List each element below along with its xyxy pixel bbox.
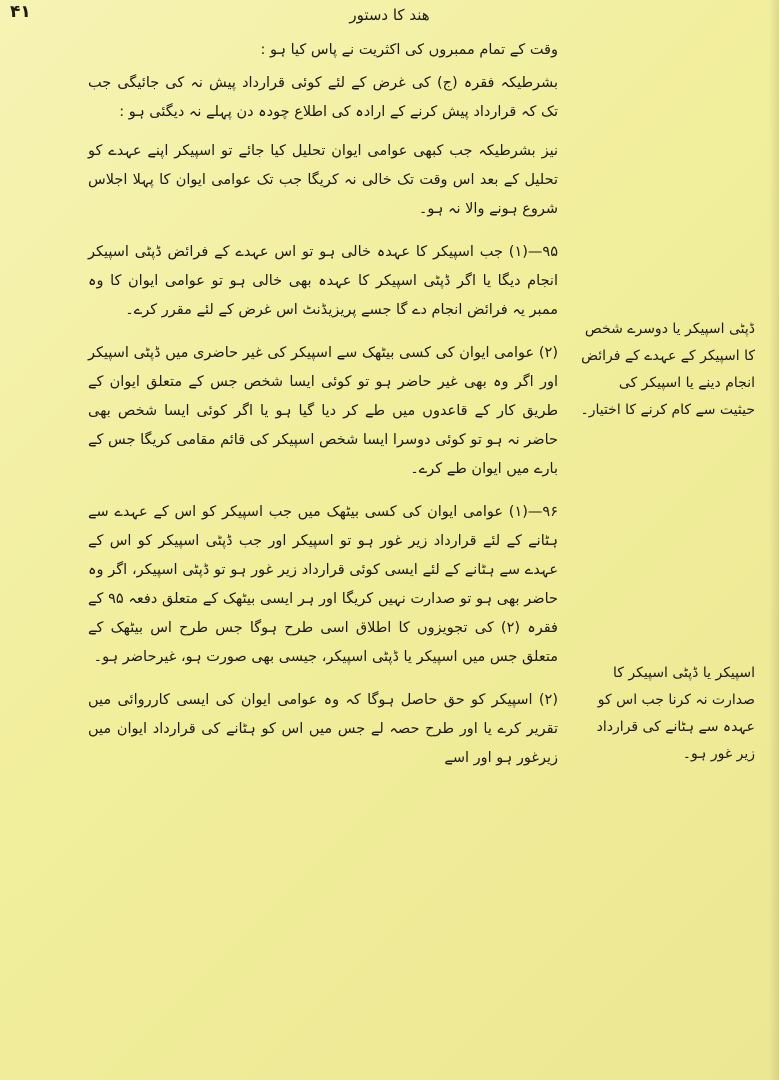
running-header-title: ھند کا دستور [349,6,430,24]
main-text-column [88,36,558,783]
paragraph-section-96-2: (۲) اسپیکر کو حق حاصل ہوگا کہ وہ عوامی ایوان کی ایسی کارروائی میں تقریر کرے یا اور طرح حصہ لے جس میں اس کو ہٹانے کی قرارداد ایوان میں زیرغور ہو اور اسے [88,692,558,766]
paragraph-intro-ending: وقت کے تمام ممبروں کی اکثریت نے پاس کیا ہو : [260,42,558,58]
paragraph-section-96-1: ۹۶—(۱) عوامی ایوان کی کسی بیٹھک میں جب اسپیکر کو اس کے عہدے سے ہٹانے کے لئے قرارداد زیر غور ہو تو اسپیکر اور جب ڈپٹی اسپیکر کو اس کے عہدے سے ہٹانے کے لئے ایسی کوئی قرارداد زیر غور ہو تو ڈپٹی اسپیکر، اگر وہ حاضر بھی ہو تو صدارت نہیں کریگا اور ہر ایسی بیٹھک کے متعلق دفعہ ۹۵ کے فقرہ (۲) کی تجویزوں کا اطلاق اسی طرح ہوگا جس طرح اس بیٹھک کے متعلق جس میں اسپیکر یا ڈپٹی اسپیکر، جیسی بھی صورت ہو، غیرحاضر ہو۔ [88,504,559,665]
page-number: ۴۱ [10,2,31,22]
margin-note-section-95: ڈپٹی اسپیکر یا دوسرے شخص کا اسپیکر کے عہدے کے فرائض انجام دینے یا اسپیکر کی حیثیت سے کام کرنے کا اختیار۔ [580,321,755,418]
paragraph-proviso-2: نیز بشرطیکہ جب کبھی عوامی ایوان تحلیل کیا جائے تو اسپیکر اپنے عہدے کو تحلیل کے بعد اس وقت تک خالی نہ کریگا جب تک عوامی ایوان کا پہلا اجلاس شروع ہونے والا نہ ہو۔ [88,143,558,217]
margin-note-section-96: اسپیکر یا ڈپٹی اسپیکر کا صدارت نہ کرنا جب اس کو عہدہ سے ہٹانے کی قرارداد زیر غور ہو۔ [596,665,755,762]
page-edge-shadow [769,0,779,1080]
paragraph-section-95-1: ۹۵—(۱) جب اسپیکر کا عہدہ خالی ہو تو اس عہدے کے فرائض ڈپٹی اسپیکر انجام دیگا یا اگر ڈپٹی اسپیکر کا عہدہ بھی خالی ہو تو عوامی ایوان کا وہ ممبر یہ فرائض انجام دے گا جسے پریزیڈنٹ اس غرض کے لئے مقرر کرے۔ [88,244,558,318]
paragraph-proviso-1: بشرطیکہ فقرہ (ج) کی غرض کے لئے کوئی قرارداد پیش نہ کی جائیگی جب تک کہ قرارداد پیش کرنے کے ارادہ کی اطلاع چودہ دن پہلے نہ دیگئی ہو : [88,75,558,120]
paragraph-section-95-2: (۲) عوامی ایوان کی کسی بیٹھک سے اسپیکر کی غیر حاضری میں ڈپٹی اسپیکر اور اگر وہ بھی غیر حاضر ہو تو کوئی ایسا شخص جس کے متعلق ایوان کے طریق کار کے قاعدوں میں طے کر دیا گیا ہو یا اگر کوئی ایسا شخص بھی حاضر نہ ہو تو کوئی دوسرا ایسا شخص اسپیکر کی قائم مقامی کریگا جس کے بارے میں ایوان طے کرے۔ [88,345,558,477]
